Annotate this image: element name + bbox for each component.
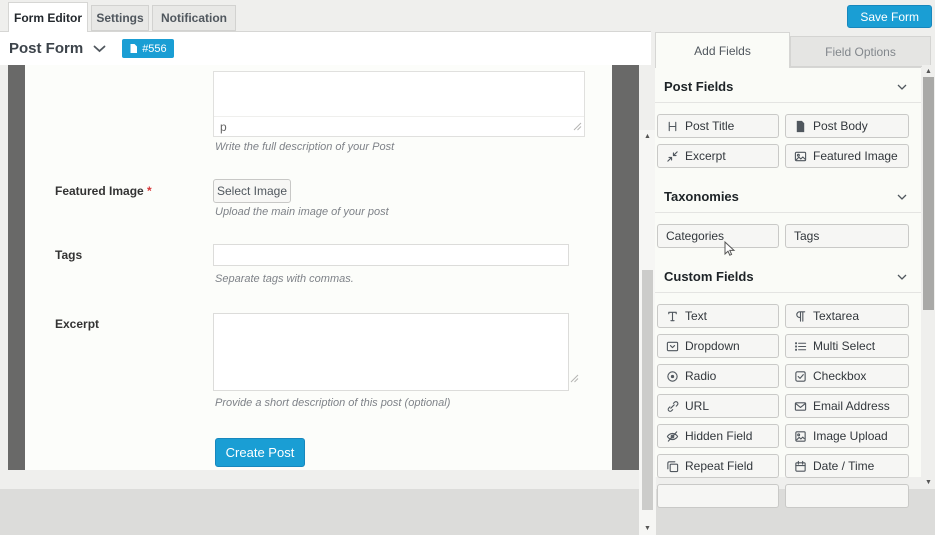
tab-form-editor[interactable]: Form Editor xyxy=(8,2,88,32)
section-title: Taxonomies xyxy=(664,189,739,204)
sidebar-scrollbar-thumb[interactable] xyxy=(923,77,934,310)
select-image-button[interactable]: Select Image xyxy=(213,179,291,203)
field-button-textarea[interactable]: Textarea xyxy=(785,304,909,328)
preview-left-gutter xyxy=(8,65,25,470)
dropdown-icon xyxy=(666,340,679,353)
field-button-partial[interactable] xyxy=(785,484,909,508)
tab-field-options[interactable]: Field Options xyxy=(790,36,931,67)
chevron-down-icon[interactable] xyxy=(93,45,106,53)
form-toolbar xyxy=(0,31,651,65)
list-icon xyxy=(794,340,807,353)
scroll-down-icon[interactable]: ▼ xyxy=(644,525,651,532)
copy-page-icon xyxy=(129,43,138,54)
image-icon xyxy=(794,150,807,163)
tags-label: Tags xyxy=(55,248,83,262)
post-fields-buttons xyxy=(655,114,921,168)
text-icon xyxy=(666,310,679,323)
preview-scrollbar[interactable] xyxy=(639,130,656,535)
scroll-down-icon[interactable]: ▼ xyxy=(925,479,932,486)
taxonomy-buttons xyxy=(655,224,921,248)
field-button-email-address[interactable]: Email Address xyxy=(785,394,909,418)
envelope-icon xyxy=(794,400,807,413)
section-divider xyxy=(655,102,921,103)
field-button-tags[interactable]: Tags xyxy=(785,224,909,248)
field-button-url[interactable]: URL xyxy=(657,394,779,418)
file-icon xyxy=(794,120,807,133)
chevron-down-icon[interactable] xyxy=(897,84,907,90)
form-id-badge[interactable] xyxy=(122,39,173,58)
featured-image-label: Featured Image * xyxy=(55,184,152,198)
featured-image-hint: Upload the main image of your post xyxy=(215,206,389,218)
save-form-button[interactable]: Save Form xyxy=(847,5,932,28)
post-body-editor[interactable] xyxy=(213,71,585,137)
field-button-text[interactable]: Text xyxy=(657,304,779,328)
section-post-fields[interactable] xyxy=(655,79,921,94)
form-id-text: #556 xyxy=(142,42,167,55)
scroll-up-icon[interactable]: ▲ xyxy=(925,68,932,75)
field-button-hidden-field[interactable]: Hidden Field xyxy=(657,424,779,448)
calendar-icon xyxy=(794,460,807,473)
section-title: Post Fields xyxy=(664,79,734,94)
field-button-featured-image[interactable]: Featured Image xyxy=(785,144,909,168)
add-fields-panel xyxy=(655,67,921,477)
link-icon xyxy=(666,400,679,413)
form-title: Post Form xyxy=(9,40,84,57)
tags-input[interactable] xyxy=(213,244,569,266)
resize-grip-icon[interactable] xyxy=(573,120,582,134)
create-post-button[interactable]: Create Post xyxy=(215,438,305,467)
custom-field-buttons xyxy=(655,304,921,508)
excerpt-textarea[interactable] xyxy=(213,313,569,391)
chevron-down-icon[interactable] xyxy=(897,274,907,280)
excerpt-hint: Provide a short description of this post (optional) xyxy=(215,397,451,409)
sidebar-scrollbar[interactable] xyxy=(922,65,935,489)
chevron-down-icon[interactable] xyxy=(897,194,907,200)
field-button-image-upload[interactable]: Image Upload xyxy=(785,424,909,448)
field-button-post-title[interactable]: Post Title xyxy=(657,114,779,138)
section-divider xyxy=(655,212,921,213)
editor-status-bar xyxy=(214,116,584,136)
repeat-icon xyxy=(666,460,679,473)
checkbox-icon xyxy=(794,370,807,383)
field-button-repeat-field[interactable]: Repeat Field xyxy=(657,454,779,478)
scroll-up-icon[interactable]: ▲ xyxy=(644,133,651,140)
required-marker: * xyxy=(147,184,152,198)
tags-hint: Separate tags with commas. xyxy=(215,273,354,285)
heading-icon xyxy=(666,120,679,133)
field-button-dropdown[interactable]: Dropdown xyxy=(657,334,779,358)
resize-grip-icon[interactable] xyxy=(570,370,579,388)
field-button-multi-select[interactable]: Multi Select xyxy=(785,334,909,358)
section-title: Custom Fields xyxy=(664,269,754,284)
eye-slash-icon xyxy=(666,430,679,443)
form-canvas xyxy=(25,65,612,470)
tab-settings[interactable]: Settings xyxy=(91,5,149,31)
post-body-hint: Write the full description of your Post xyxy=(215,141,395,153)
section-custom-fields[interactable] xyxy=(655,269,921,284)
field-button-checkbox[interactable]: Checkbox xyxy=(785,364,909,388)
field-button-radio[interactable]: Radio xyxy=(657,364,779,388)
paragraph-icon xyxy=(794,310,807,323)
preview-right-gutter xyxy=(612,65,639,470)
field-button-post-body[interactable]: Post Body xyxy=(785,114,909,138)
tab-add-fields[interactable]: Add Fields xyxy=(655,32,790,68)
editor-element-path: p xyxy=(220,119,227,134)
section-divider xyxy=(655,292,921,293)
preview-scrollbar-thumb[interactable] xyxy=(642,270,653,510)
section-taxonomies[interactable] xyxy=(655,189,921,204)
tab-notification[interactable]: Notification xyxy=(152,5,236,31)
field-button-date-time[interactable]: Date / Time xyxy=(785,454,909,478)
radio-icon xyxy=(666,370,679,383)
excerpt-label: Excerpt xyxy=(55,317,100,331)
field-button-excerpt[interactable]: Excerpt xyxy=(657,144,779,168)
form-preview-pane xyxy=(0,65,656,532)
compress-icon xyxy=(666,150,679,163)
field-button-categories[interactable]: Categories xyxy=(657,224,779,248)
field-button-partial[interactable] xyxy=(657,484,779,508)
image-upload-icon xyxy=(794,430,807,443)
